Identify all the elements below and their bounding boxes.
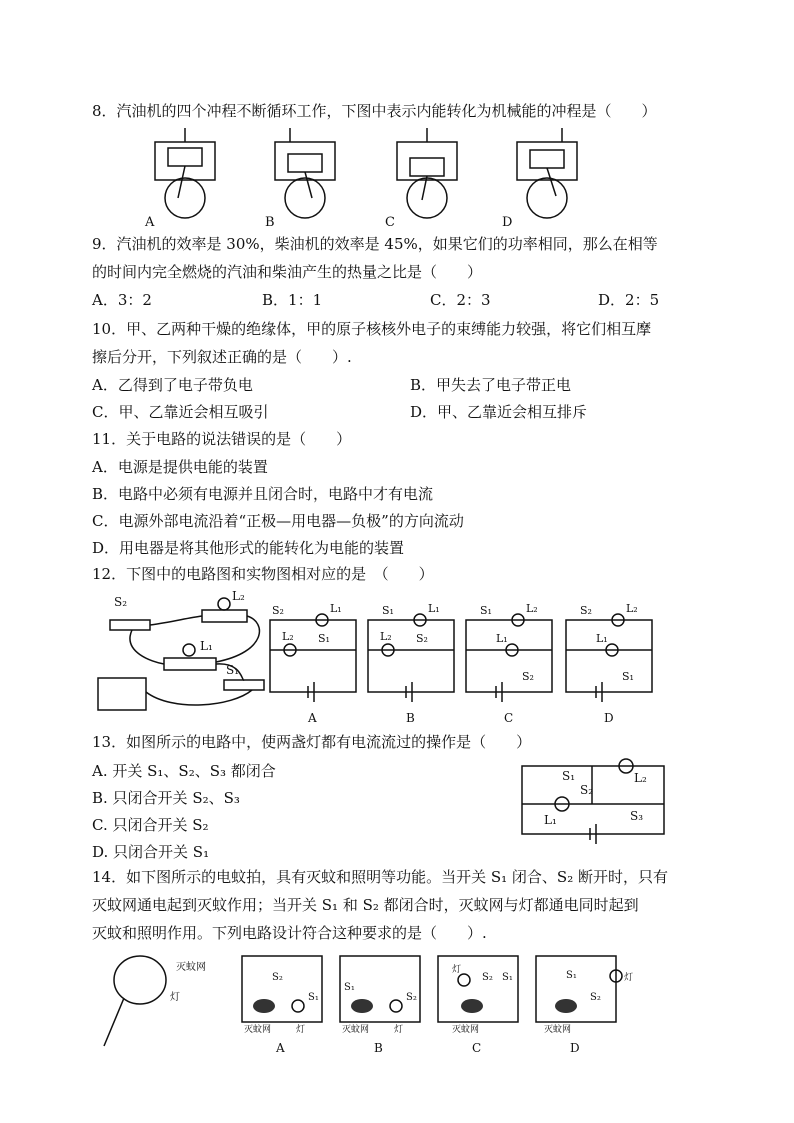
q14-stem-1: 14．如下图所示的电蚊拍，具有灭蚊和照明等功能。当开关 S₁ 闭合、S₂ 断开时，只有 xyxy=(92,868,668,886)
circuit-d-s1: S₁ xyxy=(622,670,634,683)
swatter-net-label: 灭蚊网 xyxy=(176,962,206,973)
engine-label-a: A xyxy=(145,215,155,230)
circuit-a-l1: L₁ xyxy=(330,602,342,615)
sc-s1: S₁ xyxy=(502,972,513,983)
q13-l2: L₂ xyxy=(634,771,647,785)
q11-option-b: B．电路中必须有电源并且闭合时，电路中才有电流 xyxy=(92,485,434,503)
sc-net: 灭蚊网 xyxy=(452,1025,480,1035)
circuit-d-l2: L₂ xyxy=(626,602,638,615)
sketch-s2-label: S₂ xyxy=(114,595,128,609)
q13-option-c: C. 只闭合开关 S₂ xyxy=(92,816,209,834)
sc-s2: S₂ xyxy=(482,972,493,983)
sd-lamp: 灯 xyxy=(624,973,634,983)
engine-b xyxy=(275,128,335,218)
q11-stem: 11．关于电路的说法错误的是（ ） xyxy=(92,430,352,448)
q11-option-c: C．电源外部电流沿着“正极—用电器—负极”的方向流动 xyxy=(92,512,464,530)
q10-option-c: C．甲、乙靠近会相互吸引 xyxy=(92,403,269,421)
q10-stem-1: 10．甲、乙两种干燥的绝缘体，甲的原子核核外电子的束缚能力较强，将它们相互摩 xyxy=(92,320,652,338)
circuit-d-s2: S₂ xyxy=(580,604,592,617)
circuit-label-c: C xyxy=(504,711,514,725)
q13-circuit xyxy=(522,758,672,848)
q13-s2: S₂ xyxy=(580,783,594,797)
q12-stem: 12．下图中的电路图和实物图相对应的是 （ ） xyxy=(92,565,434,583)
q9-stem-2: 的时间内完全燃烧的汽油和柴油产生的热量之比是（ ） xyxy=(92,263,483,281)
circuit-a-s2: S₂ xyxy=(272,604,284,617)
circuit-b-l1: L₁ xyxy=(428,602,440,615)
q10-option-d: D．甲、乙靠近会相互排斥 xyxy=(410,403,588,421)
engine-label-c: C xyxy=(385,215,395,230)
q11-option-a: A．电源是提供电能的装置 xyxy=(92,458,268,476)
swatter-lamp-label: 灯 xyxy=(170,992,180,1003)
circuit-d-l1: L₁ xyxy=(596,632,608,645)
swatter-circuit-a xyxy=(242,956,322,1055)
sb-net: 灭蚊网 xyxy=(342,1025,370,1035)
circuit-c-s1: S₁ xyxy=(480,604,492,617)
q11-option-d: D．用电器是将其他形式的能转化为电能的装置 xyxy=(92,539,405,557)
engine-label-d: D xyxy=(502,215,513,230)
q9-option-a: A．3：2 xyxy=(92,291,152,309)
sketch-l1-label: L₁ xyxy=(200,639,213,653)
sd-net: 灭蚊网 xyxy=(544,1025,572,1035)
swatter-label-c: C xyxy=(472,1041,482,1055)
physical-circuit-sketch xyxy=(98,589,264,710)
sd-s1: S₁ xyxy=(566,970,577,981)
q14-stem-2: 灭蚊网通电起到灭蚊作用；当开关 S₁ 和 S₂ 都闭合时，灭蚊网与灯都通电同时起到 xyxy=(92,896,639,914)
sketch-l2-label: L₂ xyxy=(232,589,245,603)
circuit-b-s1: S₁ xyxy=(382,604,394,617)
sc-lamp: 灯 xyxy=(452,965,462,975)
circuit-label-b: B xyxy=(406,711,415,725)
q13-s3: S₃ xyxy=(630,809,644,823)
swatter-label-d: D xyxy=(570,1041,580,1055)
q13-l1: L₁ xyxy=(544,813,557,827)
sd-s2: S₂ xyxy=(590,992,601,1003)
engine-diagrams xyxy=(130,128,690,228)
engine-d xyxy=(517,128,577,218)
q9-stem-1: 9．汽油机的效率是 30%，柴油机的效率是 45%，如果它们的功率相同，那么在相等 xyxy=(92,235,658,253)
sa-s1: S₁ xyxy=(308,992,319,1003)
circuit-a-s1: S₁ xyxy=(318,632,330,645)
circuit-b-l2: L₂ xyxy=(380,630,392,643)
q12-figures xyxy=(92,589,672,727)
circuit-label-a: A xyxy=(308,711,317,725)
sb-s2: S₂ xyxy=(406,992,417,1003)
swatter-circuit-b xyxy=(340,956,420,1055)
q9-option-d: D．2：5 xyxy=(598,291,660,309)
swatter-circuit-c xyxy=(438,956,518,1055)
sa-lamp: 灯 xyxy=(296,1025,306,1035)
q9-option-b: B．1：1 xyxy=(262,291,323,309)
q13-option-b: B. 只闭合开关 S₂、S₃ xyxy=(92,789,240,807)
sb-lamp: 灯 xyxy=(394,1025,404,1035)
swatter-label-b: B xyxy=(374,1041,383,1055)
circuit-c xyxy=(466,602,552,725)
circuit-c-l2: L₂ xyxy=(526,602,538,615)
circuit-label-d: D xyxy=(604,711,614,725)
q14-stem-3: 灭蚊和照明作用。下列电路设计符合这种要求的是（ ）. xyxy=(92,924,487,942)
sa-net: 灭蚊网 xyxy=(244,1025,272,1035)
sb-s1: S₁ xyxy=(344,982,355,993)
q13-option-a: A. 开关 S₁、S₂、S₃ 都闭合 xyxy=(92,762,276,780)
q14-figures xyxy=(100,950,660,1060)
circuit-b-s2: S₂ xyxy=(416,632,428,645)
q8-stem: 8．汽油机的四个冲程不断循环工作，下图中表示内能转化为机械能的冲程是（ ） xyxy=(92,102,657,120)
circuit-c-l1: L₁ xyxy=(496,632,508,645)
q9-option-c: C．2：3 xyxy=(430,291,491,309)
swatter-circuit-d xyxy=(536,956,633,1055)
engine-a xyxy=(155,128,215,218)
q13-s1: S₁ xyxy=(562,769,576,783)
swatter-label-a: A xyxy=(276,1041,285,1055)
circuit-a-l2: L₂ xyxy=(282,630,294,643)
circuit-b xyxy=(368,602,454,725)
sketch-s1-label: S₁ xyxy=(226,663,240,677)
q10-option-a: A．乙得到了电子带负电 xyxy=(92,376,253,394)
circuit-c-s2: S₂ xyxy=(522,670,534,683)
q10-stem-2: 擦后分开，下列叙述正确的是（ ）. xyxy=(92,348,352,366)
circuit-d xyxy=(566,602,652,725)
mosquito-swatter xyxy=(104,956,206,1046)
q13-option-d: D. 只闭合开关 S₁ xyxy=(92,843,210,861)
sa-s2: S₂ xyxy=(272,972,283,983)
q13-stem: 13．如图所示的电路中，使两盏灯都有电流流过的操作是（ ） xyxy=(92,733,532,751)
q10-option-b: B．甲失去了电子带正电 xyxy=(410,376,572,394)
circuit-a xyxy=(270,602,356,725)
engine-c xyxy=(397,128,457,218)
engine-label-b: B xyxy=(265,215,275,230)
